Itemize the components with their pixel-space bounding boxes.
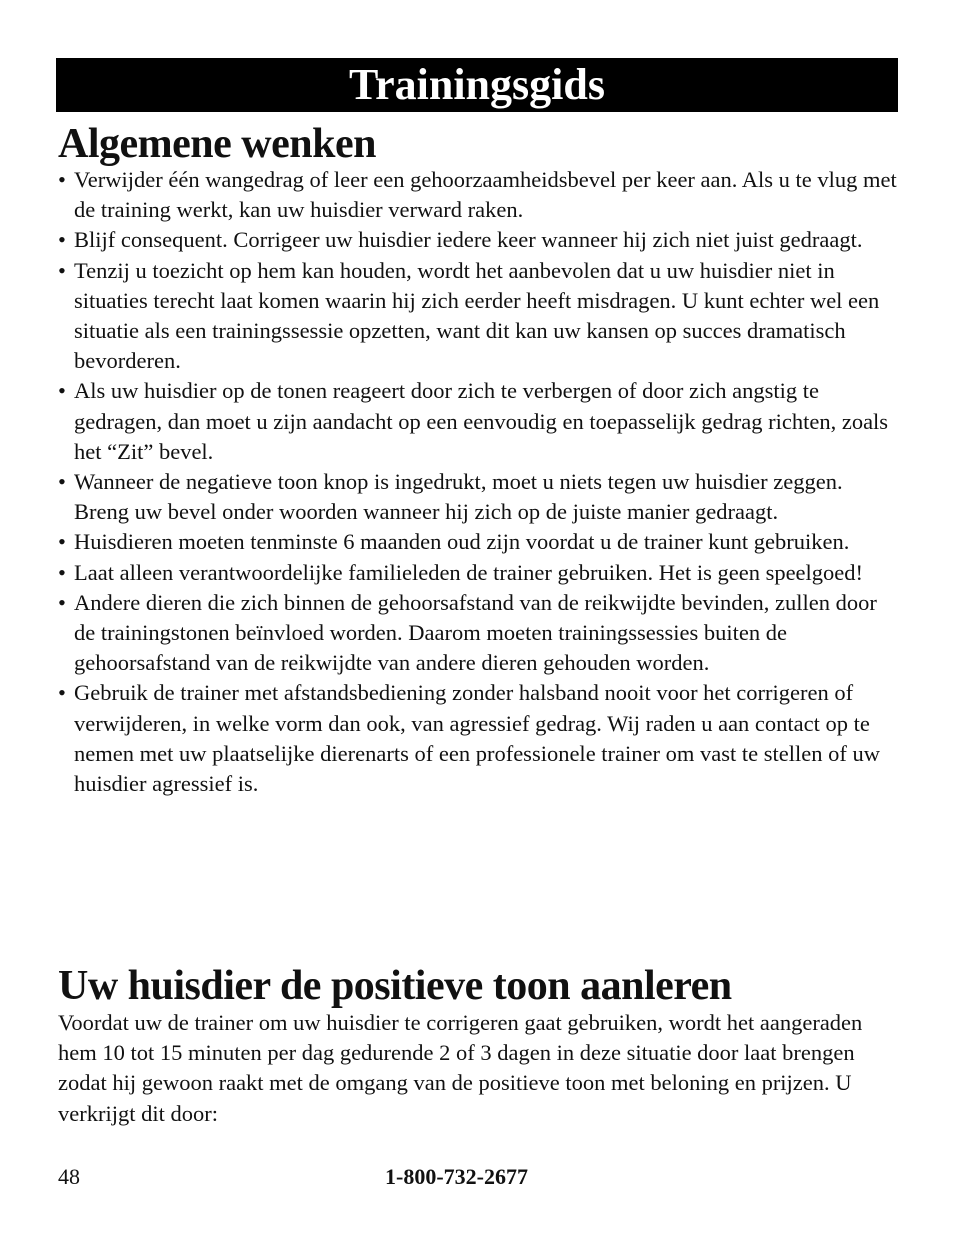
bullet-icon: • — [58, 559, 66, 585]
list-item-text: Blijf consequent. Corrigeer uw huisdier iedere keer wanneer hij zich niet juist gedraagt. — [74, 227, 863, 253]
list-item — [58, 527, 898, 557]
bullet-icon: • — [58, 589, 66, 615]
bullet-icon: • — [58, 257, 66, 283]
section-heading-general-tips: Algemene wenken — [58, 121, 376, 167]
list-item-text: Wanneer de negatieve toon knop is ingedrukt, moet u niets tegen uw huisdier zeggen. Breng uw bevel onder woorden wanneer hij zich op de juiste manier gedraagt. — [74, 469, 843, 525]
bullet-icon: • — [58, 378, 66, 404]
page-banner: Trainingsgids — [56, 58, 898, 112]
list-item — [58, 467, 898, 527]
list-item — [58, 678, 898, 799]
phone-number: 1-800-732-2677 — [385, 1164, 528, 1189]
list-item-text: Tenzij u toezicht op hem kan houden, wordt het aanbevolen dat u uw huisdier niet in situaties terecht laat komen waarin hij zich eerder heeft misdragen. U kunt echter wel een situatie als een trainingssessie opzetten, want dit kan uw kansen op succes dramatisch bevorderen. — [74, 257, 880, 374]
list-item — [58, 376, 898, 467]
list-item-text: Andere dieren die zich binnen de gehoorsafstand van de reikwijdte bevinden, zullen door de trainingstonen beïnvloed worden. Daarom moeten trainingssessies buiten de gehoorsafstand van de reikwijdte van andere dieren gehouden worden. — [74, 589, 877, 676]
list-item-text: Verwijder één wangedrag of leer een gehoorzaamheidsbevel per keer aan. Als u te vlug met de training werkt, kan uw huisdier verward raken. — [74, 167, 897, 223]
bullet-icon: • — [58, 680, 66, 706]
positive-tone-paragraph: Voordat uw de trainer om uw huisdier te corrigeren gaat gebruiken, wordt het aangeraden hem 10 tot 15 minuten per dag gedurende 2 of 3 dagen in deze situatie door laat brengen zodat hij gewoon raakt met de omgang van de positieve toon met beloning en prijzen. U verkrijgt dit door: — [58, 1010, 863, 1126]
list-item — [58, 256, 898, 377]
list-item — [58, 165, 898, 225]
section-heading-positive-tone: Uw huisdier de positieve toon aanleren — [58, 963, 732, 1009]
list-item-text: Als uw huisdier op de tonen reageert door zich te verbergen of door zich angstig te gedragen, dan moet u zijn aandacht op een eenvoudig en toepasselijk gedrag richten, zoals het “Zit” bevel. — [74, 378, 889, 464]
bullet-icon: • — [58, 529, 66, 555]
list-item-text: Gebruik de trainer met afstandsbediening zonder halsband nooit voor het corrigeren of verwijderen, in welke vorm dan ook, van agressief gedrag. Wij raden u aan contact op te nemen met uw plaatselijke dierenarts of een professionele trainer om vast te stellen of uw huisdier agressief is. — [74, 680, 880, 797]
general-tips-list — [58, 165, 898, 799]
list-item-text: Laat alleen verantwoordelijke familieleden de trainer gebruiken. Het is geen speelgoed! — [74, 559, 864, 585]
bullet-icon: • — [58, 469, 66, 495]
list-item-text: Huisdieren moeten tenminste 6 maanden oud zijn voordat u de trainer kunt gebruiken. — [74, 529, 850, 555]
list-item — [58, 225, 898, 255]
bullet-icon: • — [58, 227, 66, 253]
list-item — [58, 588, 898, 679]
list-item — [58, 558, 898, 588]
page-number: 48 — [58, 1164, 80, 1189]
bullet-icon: • — [58, 167, 66, 192]
